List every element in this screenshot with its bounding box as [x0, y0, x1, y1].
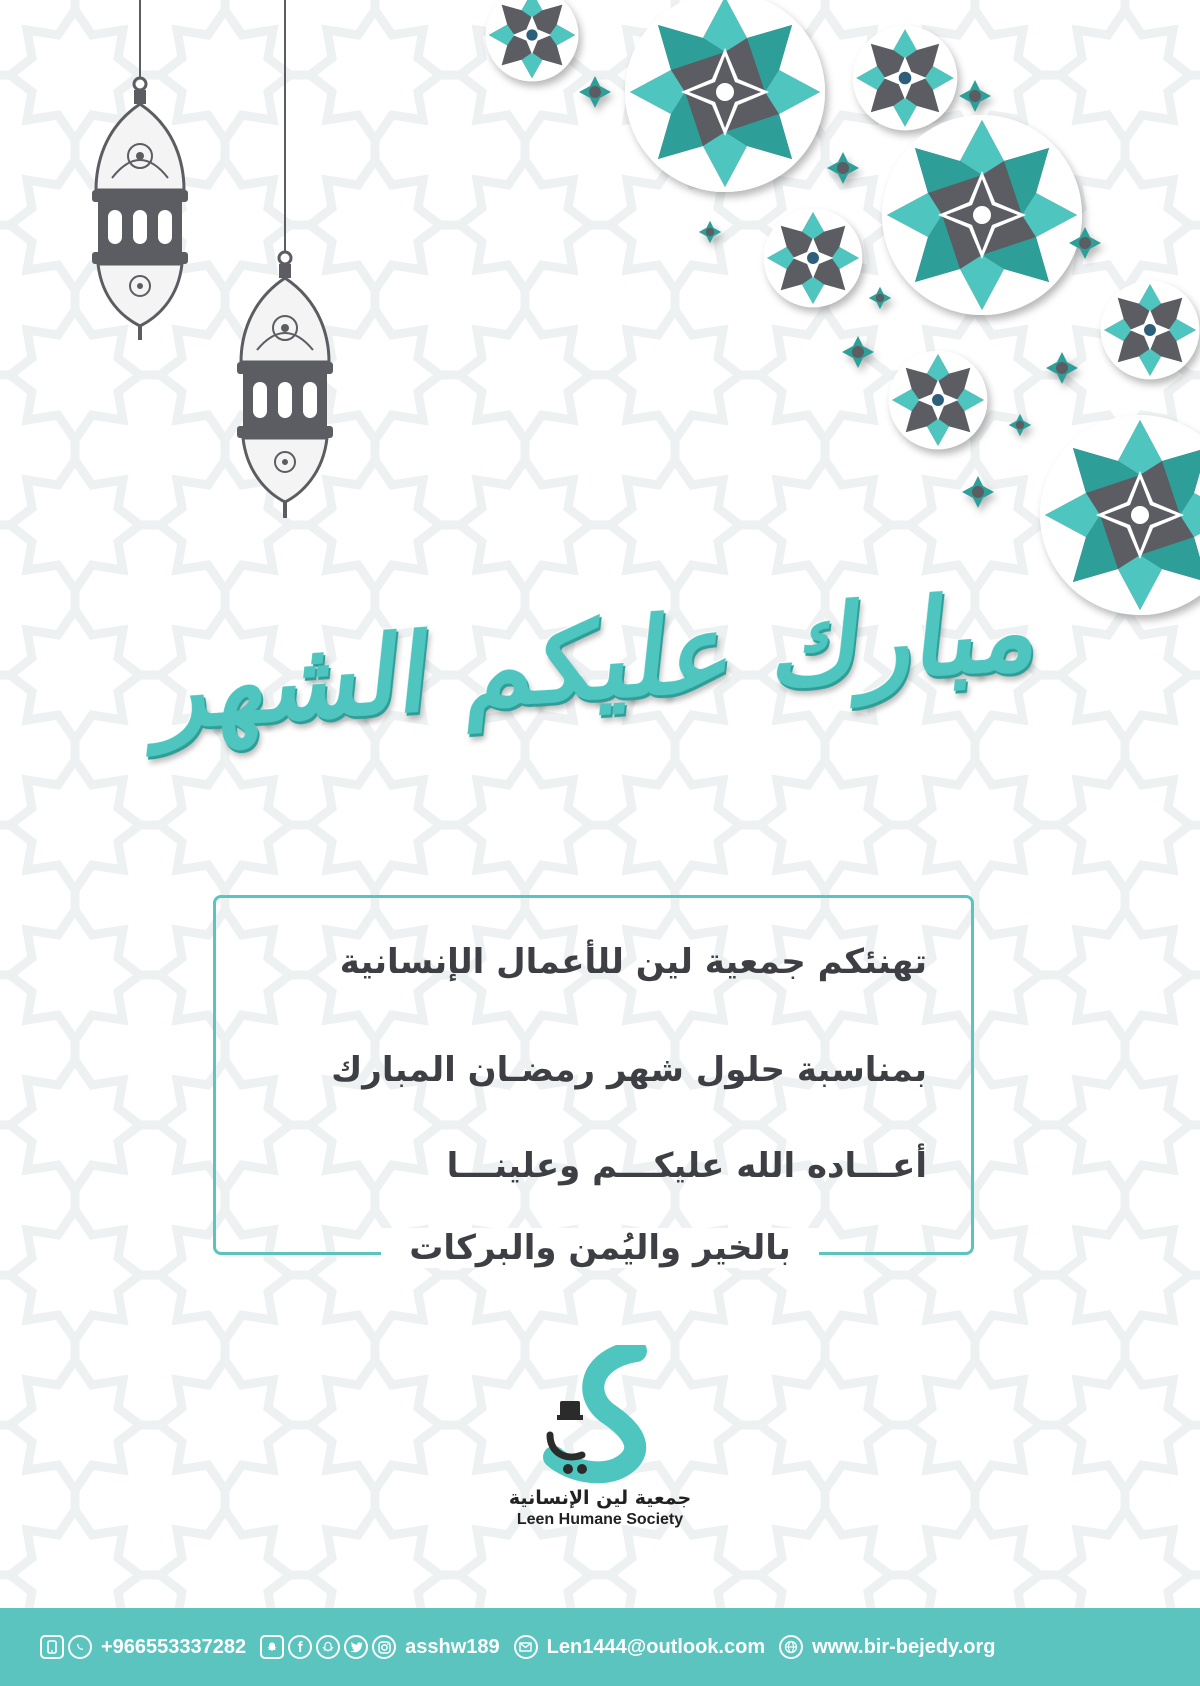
snapchat-ghost-icon[interactable]: [260, 1635, 284, 1659]
instagram-icon[interactable]: [372, 1635, 396, 1659]
snapchat-icon[interactable]: [316, 1635, 340, 1659]
greeting-line-4: بالخير واليُمن والبركات: [381, 1228, 819, 1268]
ramadan-calligraphy-title: مبارك عليكم الشهر: [152, 567, 1048, 755]
logo-name-arabic: جمعية لين الإنسانية: [508, 1487, 692, 1509]
leen-society-logo: [505, 1345, 695, 1529]
phone-number[interactable]: +966553337282: [101, 1635, 247, 1658]
twitter-icon[interactable]: [344, 1635, 368, 1659]
facebook-icon[interactable]: f: [288, 1635, 312, 1659]
greeting-line-3: أعـــاده الله عليكـــم وعلينـــا: [446, 1146, 927, 1186]
social-handle[interactable]: asshw189: [405, 1635, 500, 1658]
lantern-right-icon: [227, 0, 342, 522]
mobile-icon: [40, 1635, 64, 1659]
email-address[interactable]: Len1444@outlook.com: [546, 1635, 766, 1658]
contact-footer-bar: [0, 1608, 1200, 1686]
logo-name-english: Leen Humane Society: [516, 1511, 684, 1528]
whatsapp-icon[interactable]: [68, 1635, 92, 1659]
greeting-line-4-wrapper: [0, 1228, 1200, 1268]
greeting-line-2: بمناسبة حلول شهر رمضـان المبارك: [331, 1050, 927, 1090]
globe-icon: [779, 1635, 803, 1659]
email-icon[interactable]: [514, 1635, 538, 1659]
greeting-line-1: تهنئكم جمعية لين للأعمال الإنسانية: [339, 942, 927, 982]
lantern-left-icon: [84, 0, 199, 345]
website-url[interactable]: www.bir-bejedy.org: [812, 1635, 996, 1658]
leen-logo-mark-icon: [540, 1345, 660, 1485]
